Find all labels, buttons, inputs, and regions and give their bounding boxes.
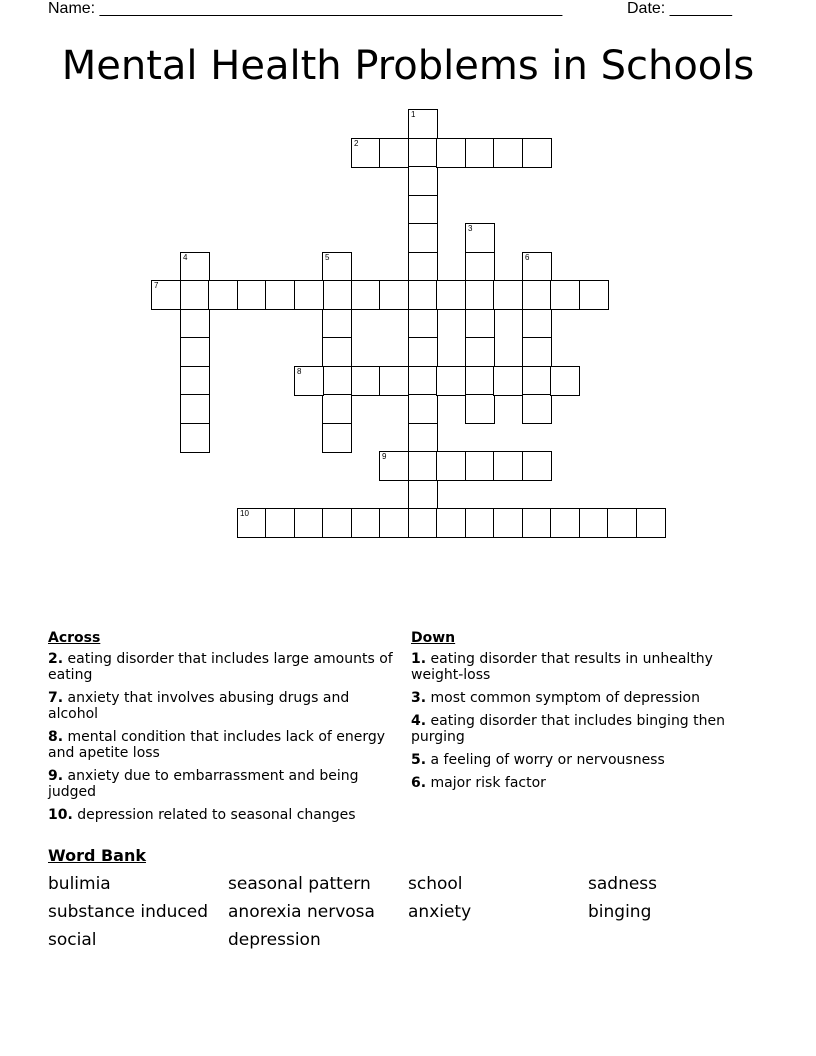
crossword-cell[interactable] <box>351 280 381 310</box>
crossword-cell[interactable] <box>408 337 438 367</box>
crossword-cell[interactable] <box>493 366 523 396</box>
crossword-cell[interactable] <box>322 366 352 396</box>
word-bank-item: anxiety <box>408 902 472 922</box>
down-clue-4: 4. eating disorder that includes binging then purging <box>411 713 725 745</box>
crossword-cell[interactable] <box>237 280 267 310</box>
word-bank-item: depression <box>228 930 321 950</box>
crossword-cell[interactable] <box>180 366 210 396</box>
crossword-cell[interactable] <box>351 138 381 168</box>
crossword-cell[interactable] <box>522 309 552 339</box>
cell-number: 3 <box>468 224 473 233</box>
word-bank-item: sadness <box>588 874 658 894</box>
cell-number: 5 <box>325 253 330 262</box>
clue-text: most common symptom of depression <box>430 690 700 706</box>
crossword-cell[interactable] <box>237 508 267 538</box>
clue-number: 4 <box>411 713 421 729</box>
crossword-cell[interactable] <box>322 423 352 453</box>
clue-number: 3 <box>411 690 421 706</box>
across-clue-7: 7. anxiety that involves abusing drugs and alcohol <box>48 690 350 722</box>
down-clue-3: 3. most common symptom of depression <box>411 690 700 706</box>
crossword-cell[interactable] <box>322 252 352 282</box>
crossword-cell[interactable] <box>322 309 352 339</box>
crossword-cell[interactable] <box>294 280 324 310</box>
crossword-cell[interactable] <box>436 138 466 168</box>
crossword-cell[interactable] <box>579 280 609 310</box>
across-clue-10: 10. depression related to seasonal changes <box>48 807 356 823</box>
crossword-cell[interactable] <box>265 280 295 310</box>
crossword-cell[interactable] <box>522 394 552 424</box>
date-field[interactable]: Date: _______ <box>627 0 732 17</box>
page-title: Mental Health Problems in Schools <box>61 43 755 89</box>
across-clue-8: 8. mental condition that includes lack of energy and apetite loss <box>48 729 386 761</box>
clue-number: 8 <box>48 729 58 745</box>
crossword-cell[interactable] <box>408 223 438 253</box>
word-bank-item: bulimia <box>48 874 111 894</box>
crossword-cell[interactable] <box>180 252 210 282</box>
crossword-cell[interactable] <box>322 508 352 538</box>
crossword-cell[interactable] <box>408 252 438 282</box>
crossword-cell[interactable] <box>151 280 181 310</box>
cell-number: 8 <box>297 367 302 376</box>
clue-number: 6 <box>411 775 421 791</box>
crossword-cell[interactable] <box>294 366 324 396</box>
crossword-cell[interactable] <box>436 366 466 396</box>
clue-text: eating disorder that includes large amounts of eating <box>48 651 393 683</box>
crossword-cell[interactable] <box>550 508 580 538</box>
crossword-cell[interactable] <box>465 309 495 339</box>
crossword-cell[interactable] <box>408 451 438 481</box>
crossword-cell[interactable] <box>636 508 666 538</box>
crossword-cell[interactable] <box>379 451 409 481</box>
clue-number: 7 <box>48 690 58 706</box>
word-bank-item: binging <box>588 902 652 922</box>
cell-number: 9 <box>382 452 387 461</box>
word-bank <box>48 874 768 950</box>
crossword-cell[interactable] <box>522 280 552 310</box>
word-bank-item: school <box>408 874 463 894</box>
crossword-cell[interactable] <box>465 451 495 481</box>
clue-text: a feeling of worry or nervousness <box>430 752 665 768</box>
clue-number: 5 <box>411 752 421 768</box>
across-clues <box>48 630 400 830</box>
crossword-cell[interactable] <box>408 166 438 196</box>
down-clue-6: 6. major risk factor <box>411 775 546 791</box>
clue-text: depression related to seasonal changes <box>77 807 356 823</box>
crossword-cell[interactable] <box>493 451 523 481</box>
crossword-cell[interactable] <box>522 366 552 396</box>
crossword-cell[interactable] <box>436 508 466 538</box>
clue-number: 10 <box>48 807 68 823</box>
word-bank-item: social <box>48 930 97 950</box>
word-bank-item: seasonal pattern <box>228 874 371 894</box>
crossword-cell[interactable] <box>465 337 495 367</box>
crossword-cell[interactable] <box>408 423 438 453</box>
crossword-cell[interactable] <box>550 366 580 396</box>
crossword-cell[interactable] <box>408 138 438 168</box>
crossword-cell[interactable] <box>180 337 210 367</box>
clue-number: 9 <box>48 768 58 784</box>
crossword-cell[interactable] <box>522 252 552 282</box>
crossword-cell[interactable] <box>180 280 210 310</box>
cell-number: 10 <box>240 509 249 518</box>
clue-number: 1 <box>411 651 421 667</box>
crossword-cell[interactable] <box>208 280 238 310</box>
crossword-cell[interactable] <box>408 280 438 310</box>
crossword-cell[interactable] <box>579 508 609 538</box>
crossword-cell[interactable] <box>180 423 210 453</box>
crossword-cell[interactable] <box>408 366 438 396</box>
crossword-cell[interactable] <box>322 337 352 367</box>
crossword-cell[interactable] <box>322 280 352 310</box>
clue-text: mental condition that includes lack of energy and apetite loss <box>48 729 386 761</box>
clue-text: eating disorder that includes binging then purging <box>411 713 725 745</box>
word-bank-item: substance induced <box>48 902 209 922</box>
crossword-cell[interactable] <box>465 223 495 253</box>
crossword-cell[interactable] <box>607 508 637 538</box>
crossword-cell[interactable] <box>465 508 495 538</box>
crossword-cell[interactable] <box>265 508 295 538</box>
crossword-cell[interactable] <box>493 280 523 310</box>
crossword-cell[interactable] <box>465 138 495 168</box>
crossword-cell[interactable] <box>379 508 409 538</box>
crossword-cell[interactable] <box>465 280 495 310</box>
crossword-cell[interactable] <box>379 138 409 168</box>
crossword-cell[interactable] <box>180 394 210 424</box>
crossword-cell[interactable] <box>294 508 324 538</box>
crossword-cell[interactable] <box>465 394 495 424</box>
clue-text: anxiety due to embarrassment and being judged <box>48 768 359 800</box>
across-clue-2: 2. eating disorder that includes large amounts of eating <box>48 651 393 683</box>
crossword-cell[interactable] <box>379 366 409 396</box>
crossword-cell[interactable] <box>522 337 552 367</box>
cell-number: 4 <box>183 253 188 262</box>
crossword-cell[interactable] <box>465 366 495 396</box>
crossword-cell[interactable] <box>408 309 438 339</box>
clue-text: major risk factor <box>430 775 546 791</box>
crossword-cell[interactable] <box>522 451 552 481</box>
crossword-cell[interactable] <box>493 138 523 168</box>
cell-number: 6 <box>525 253 530 262</box>
crossword-cell[interactable] <box>351 508 381 538</box>
crossword-cell[interactable] <box>436 451 466 481</box>
crossword-cell[interactable] <box>322 394 352 424</box>
word-bank-item: anorexia nervosa <box>228 902 375 922</box>
clue-text: anxiety that involves abusing drugs and alcohol <box>48 690 350 722</box>
crossword-cell[interactable] <box>493 508 523 538</box>
crossword-cell[interactable] <box>408 508 438 538</box>
name-field[interactable]: Name: ____________________________________________________ <box>48 0 563 17</box>
crossword-cell[interactable] <box>550 280 580 310</box>
clue-text: eating disorder that results in unhealthy weight-loss <box>411 651 713 683</box>
crossword-cell[interactable] <box>465 252 495 282</box>
crossword-cell[interactable] <box>408 109 438 139</box>
down-heading: Down <box>411 630 456 646</box>
across-heading: Across <box>48 630 101 646</box>
clue-number: 2 <box>48 651 58 667</box>
crossword-cell[interactable] <box>436 280 466 310</box>
word-bank-heading: Word Bank <box>48 846 147 865</box>
crossword-cell[interactable] <box>522 508 552 538</box>
crossword-cell[interactable] <box>351 366 381 396</box>
crossword-cell[interactable] <box>379 280 409 310</box>
crossword-cell[interactable] <box>408 195 438 225</box>
down-clues <box>411 630 751 798</box>
cell-number: 7 <box>154 281 159 290</box>
cell-number: 2 <box>354 139 359 148</box>
crossword-cell[interactable] <box>408 394 438 424</box>
across-clue-9: 9. anxiety due to embarrassment and being judged <box>48 768 359 800</box>
cell-number: 1 <box>411 110 416 119</box>
down-clue-5: 5. a feeling of worry or nervousness <box>411 752 665 768</box>
crossword-cell[interactable] <box>180 309 210 339</box>
crossword-cell[interactable] <box>522 138 552 168</box>
crossword-cell[interactable] <box>408 480 438 510</box>
down-clue-1: 1. eating disorder that results in unhealthy weight-loss <box>411 651 713 683</box>
